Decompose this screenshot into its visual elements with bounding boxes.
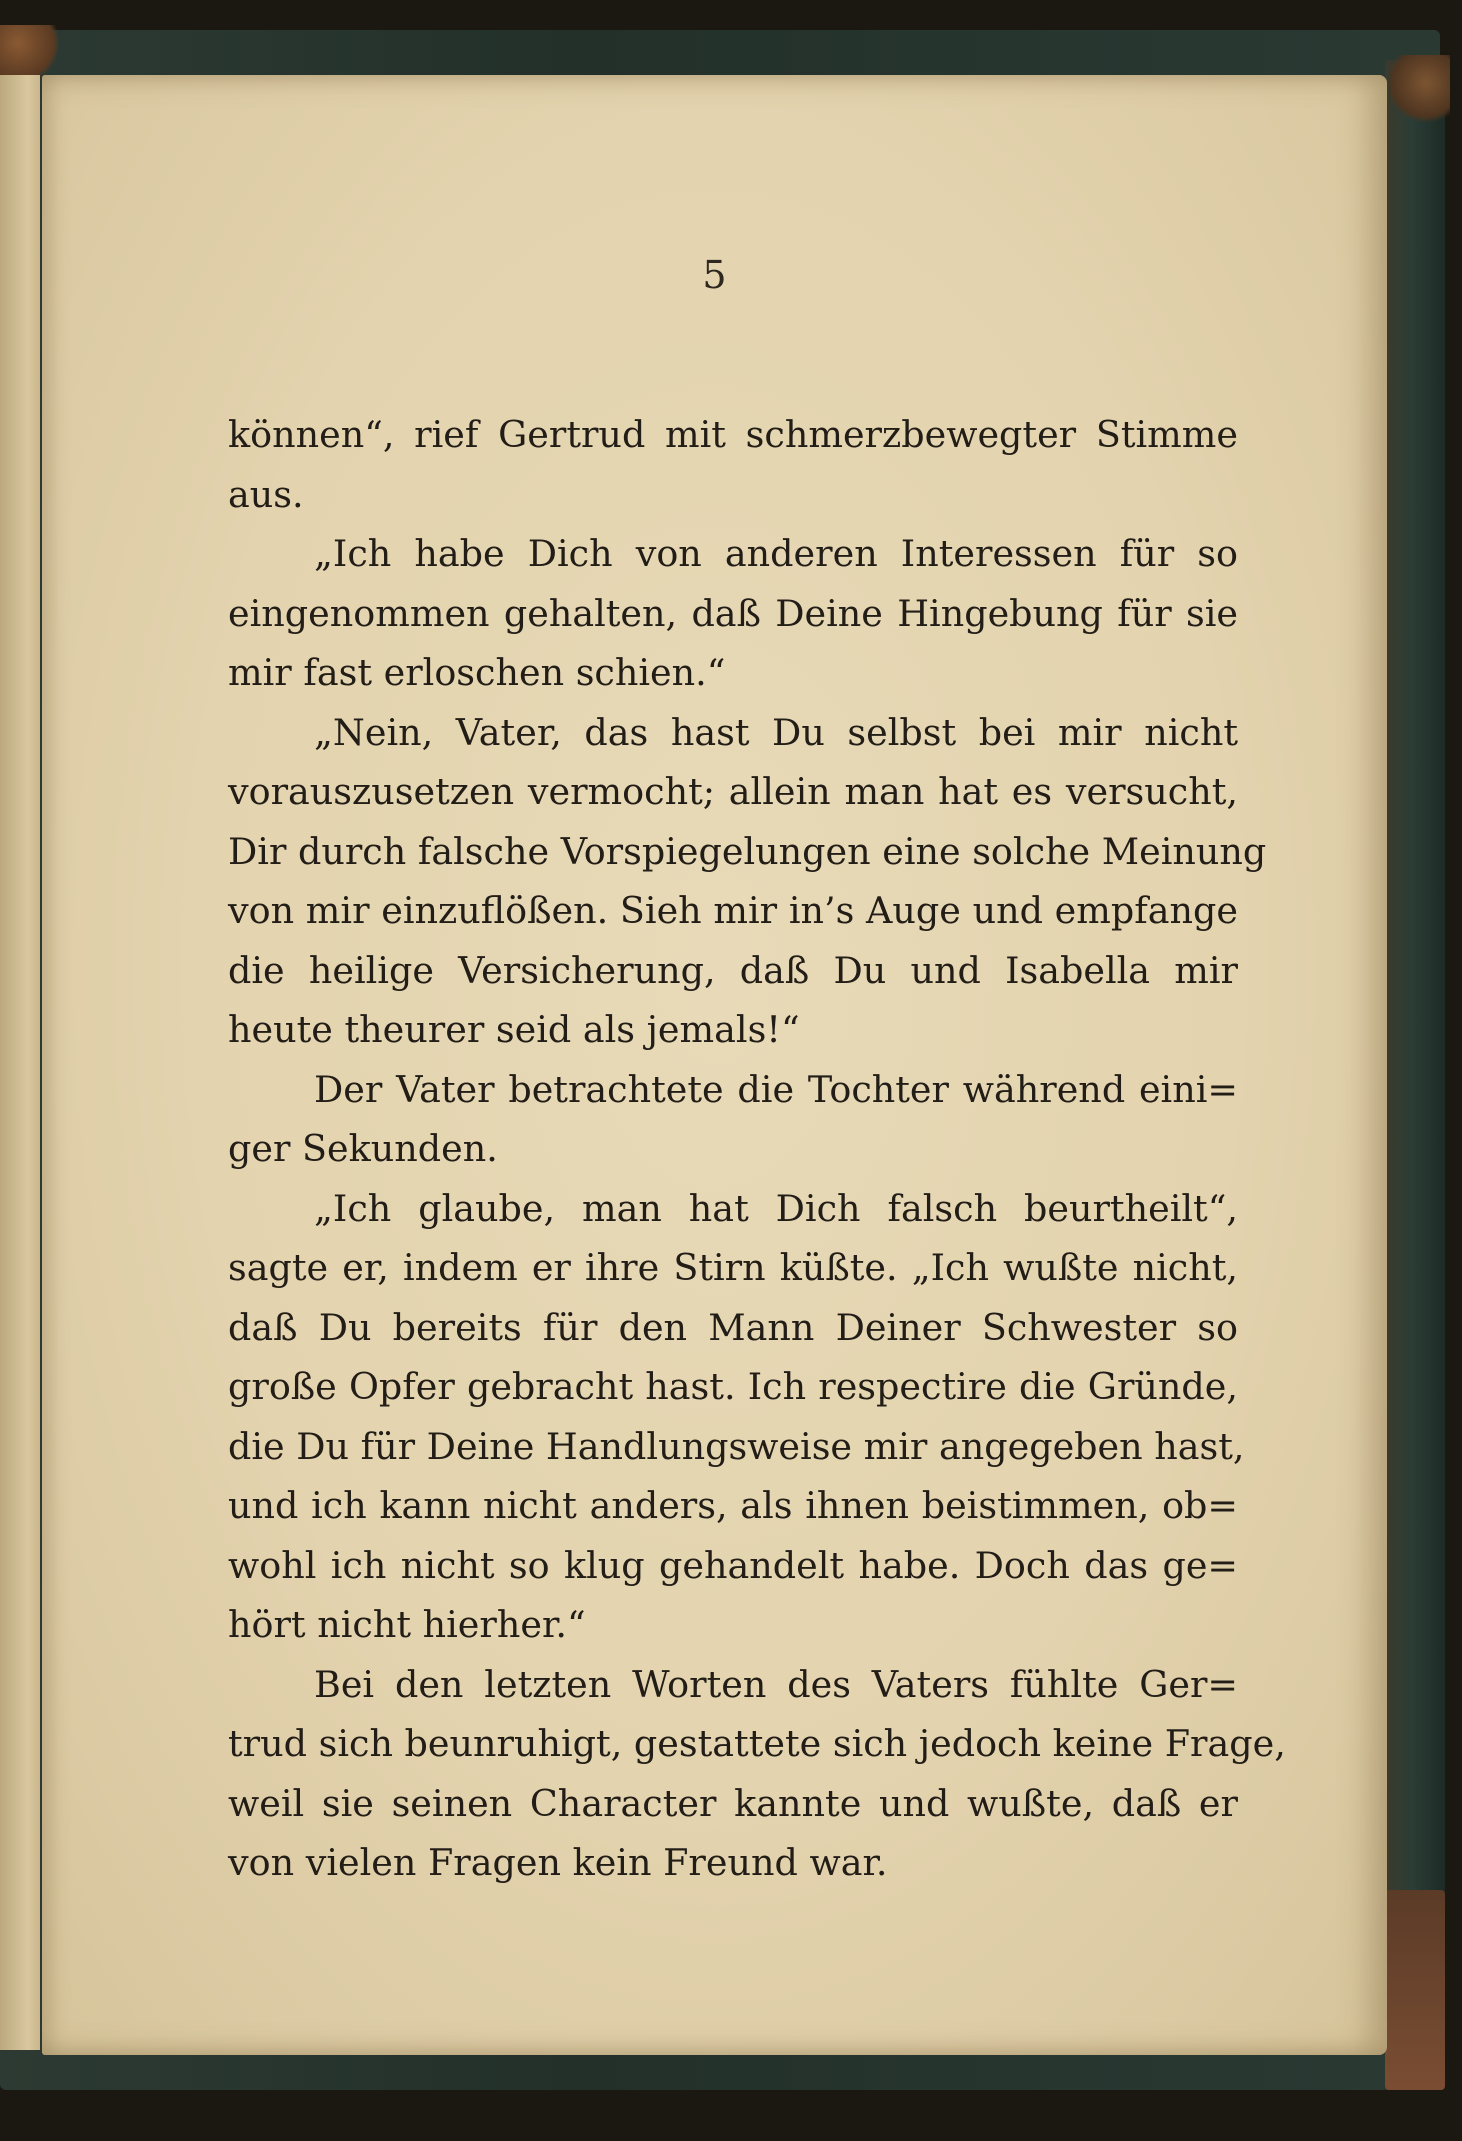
text-line: können“, rief Gertrud mit schmerzbewegter Stimme bbox=[228, 413, 1238, 456]
text-line: hört nicht hierher.“ bbox=[228, 1603, 586, 1646]
text-line: die Du für Deine Handlungsweise mir angegeben hast, bbox=[228, 1424, 1245, 1468]
text-line: weil sie seinen Character kannte und wußte, daß er bbox=[228, 1781, 1238, 1825]
worn-corner-bottom-right bbox=[1385, 1890, 1445, 2090]
text-line: sagte er, indem er ihre Stirn küßte. „Ich wußte nicht, bbox=[228, 1246, 1238, 1289]
text-line: und ich kann nicht anders, als ihnen beistimmen, ob= bbox=[228, 1484, 1238, 1527]
text-line: trud sich beunruhigt, gestattete sich jedoch keine Frage, bbox=[228, 1722, 1286, 1765]
text-line: „Nein, Vater, das hast Du selbst bei mir nicht bbox=[314, 710, 1238, 754]
worn-corner-top-right bbox=[1390, 55, 1450, 125]
body-text bbox=[228, 405, 1286, 1893]
text-line: „Ich habe Dich von anderen Interessen für so bbox=[314, 532, 1238, 575]
text-line: Dir durch falsche Vorspiegelungen eine solche Meinung bbox=[228, 829, 1267, 873]
text-line: vorauszusetzen vermocht; allein man hat es versucht, bbox=[228, 770, 1238, 813]
text-line: „Ich glaube, man hat Dich falsch beurtheilt“, bbox=[314, 1186, 1238, 1230]
paper-page bbox=[42, 75, 1387, 2055]
text-line: wohl ich nicht so klug gehandelt habe. Doch das ge= bbox=[228, 1543, 1238, 1587]
facing-page-edge bbox=[0, 75, 40, 2050]
text-line: daß Du bereits für den Mann Deiner Schwester so bbox=[228, 1305, 1238, 1349]
text-line: ger Sekunden. bbox=[228, 1127, 498, 1170]
text-line: eingenommen gehalten, daß Deine Hingebung für sie bbox=[228, 591, 1238, 635]
book-cover-edge bbox=[1385, 60, 1445, 2090]
text-line: von vielen Fragen kein Freund war. bbox=[228, 1841, 888, 1884]
page-number: 5 bbox=[702, 253, 727, 297]
text-line: aus. bbox=[228, 472, 304, 516]
text-line: Bei den letzten Worten des Vaters fühlte Ger= bbox=[314, 1662, 1238, 1706]
text-line: von mir einzuflößen. Sieh mir in’s Auge und empfange bbox=[228, 889, 1238, 932]
text-line: die heilige Versicherung, daß Du und Isabella mir bbox=[228, 948, 1238, 992]
text-line: heute theurer seid als jemals!“ bbox=[228, 1008, 800, 1051]
text-line: große Opfer gebracht hast. Ich respectire die Gründe, bbox=[228, 1365, 1238, 1408]
text-line: mir fast erloschen schien.“ bbox=[228, 651, 726, 694]
text-line: Der Vater betrachtete die Tochter während eini= bbox=[314, 1067, 1238, 1111]
